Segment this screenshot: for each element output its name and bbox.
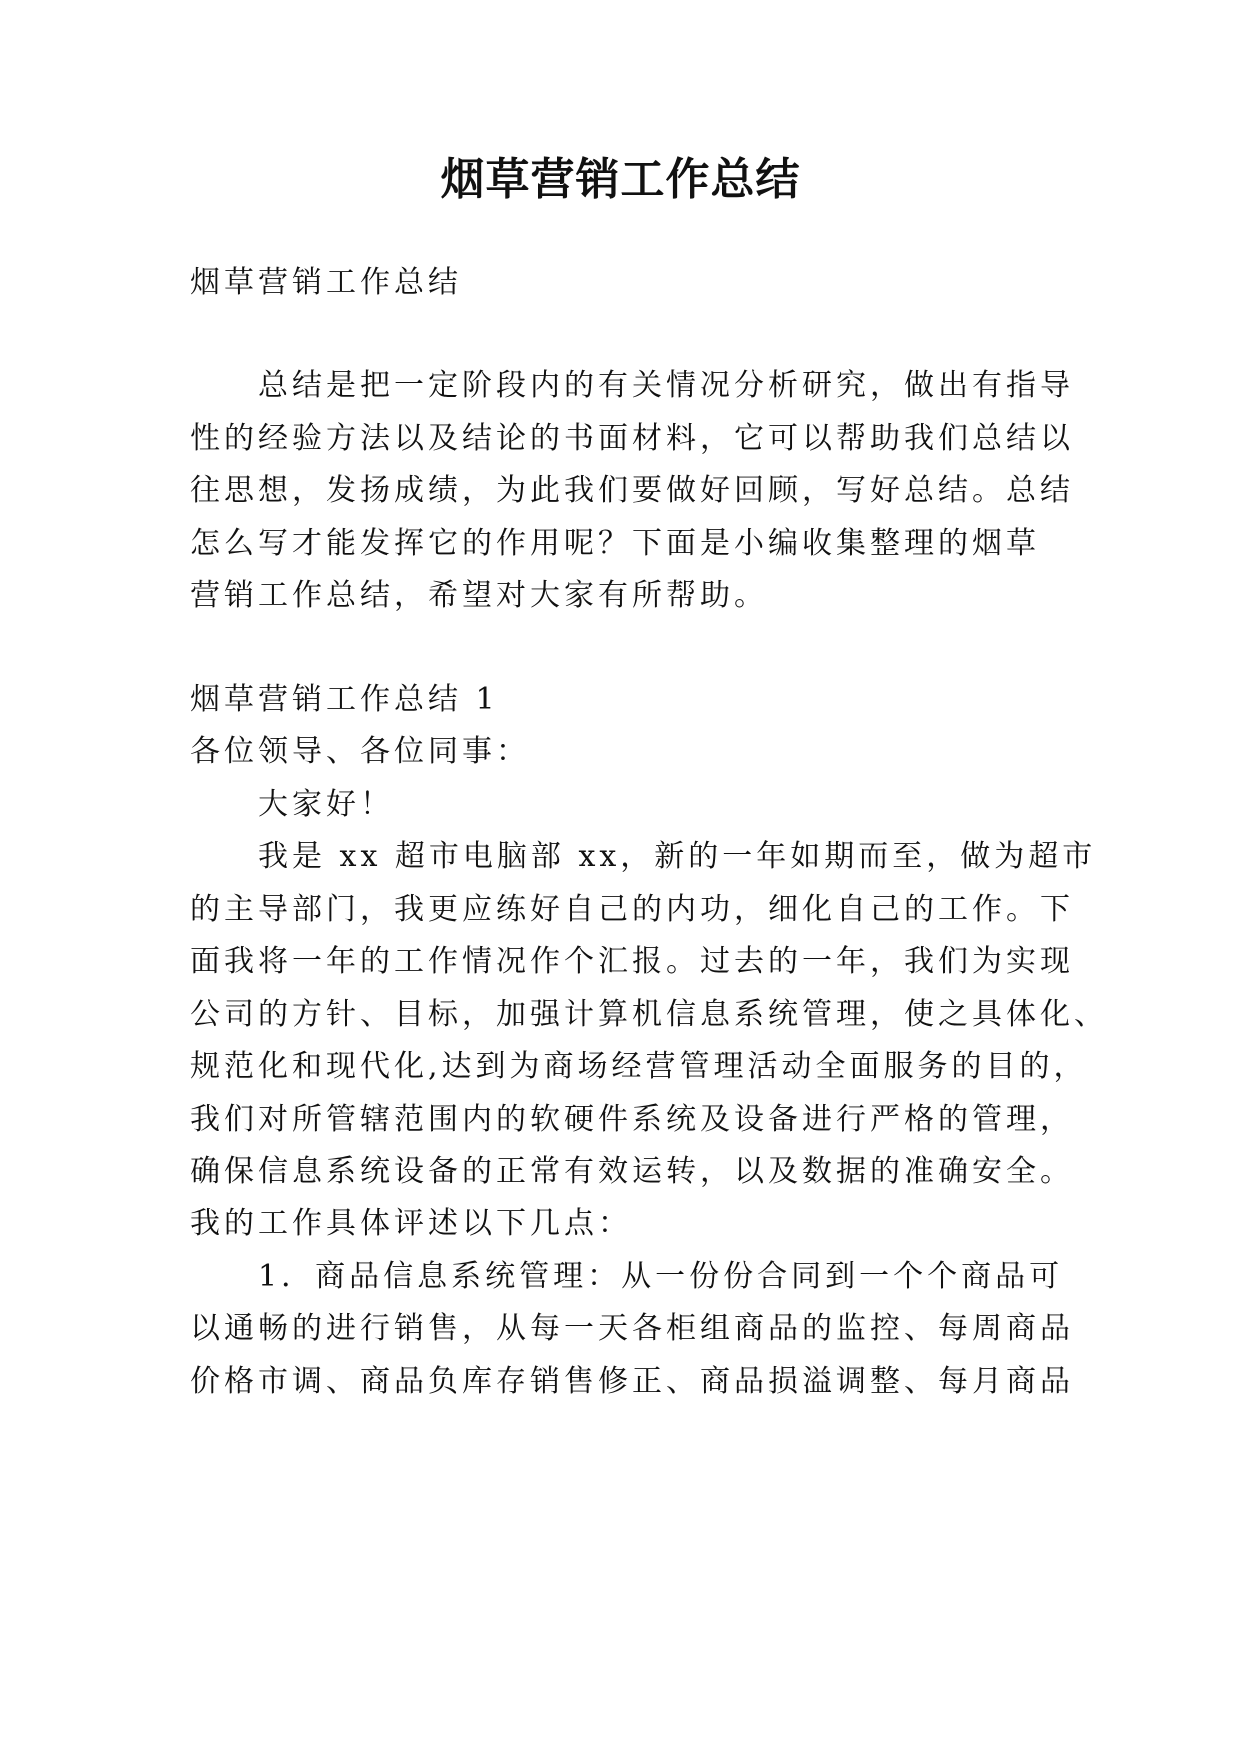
salutation: 各位领导、各位同事：	[190, 734, 530, 769]
intro-line: 怎么写才能发挥它的作用呢？下面是小编收集整理的烟草	[190, 526, 1040, 561]
item-line: 以通畅的进行销售，从每一天各柜组商品的监控、每周商品	[190, 1311, 1074, 1346]
body-line: 我的工作具体评述以下几点：	[190, 1206, 632, 1241]
body-line: 公司的方针、目标，加强计算机信息系统管理，使之具体化、	[190, 997, 1108, 1032]
body-line: 面我将一年的工作情况作个汇报。过去的一年，我们为实现	[190, 944, 1074, 979]
body-line: 我是 xx 超市电脑部 xx，新的一年如期而至，做为超市	[258, 839, 1097, 874]
body-line: 确保信息系统设备的正常有效运转，以及数据的准确安全。	[190, 1154, 1074, 1189]
body-line: 的主导部门，我更应练好自己的内功，细化自己的工作。下	[190, 892, 1074, 927]
document-subtitle: 烟草营销工作总结	[190, 265, 462, 300]
intro-line: 总结是把一定阶段内的有关情况分析研究，做出有指导	[258, 368, 1074, 403]
intro-line: 往思想，发扬成绩，为此我们要做好回顾，写好总结。总结	[190, 473, 1074, 508]
section-heading: 烟草营销工作总结 1	[190, 682, 499, 717]
document-title: 烟草营销工作总结	[440, 154, 801, 205]
item-line: 1．商品信息系统管理：从一份份合同到一个个商品可	[258, 1259, 1064, 1294]
body-line: 规范化和现代化,达到为商场经营管理活动全面服务的目的，	[190, 1049, 1088, 1084]
intro-line: 营销工作总结，希望对大家有所帮助。	[190, 578, 768, 613]
intro-line: 性的经验方法以及结论的书面材料，它可以帮助我们总结以	[190, 421, 1074, 456]
body-line: 我们对所管辖范围内的软硬件系统及设备进行严格的管理，	[190, 1102, 1074, 1137]
greeting: 大家好！	[258, 787, 394, 822]
item-line: 价格市调、商品负库存销售修正、商品损溢调整、每月商品	[190, 1364, 1074, 1399]
